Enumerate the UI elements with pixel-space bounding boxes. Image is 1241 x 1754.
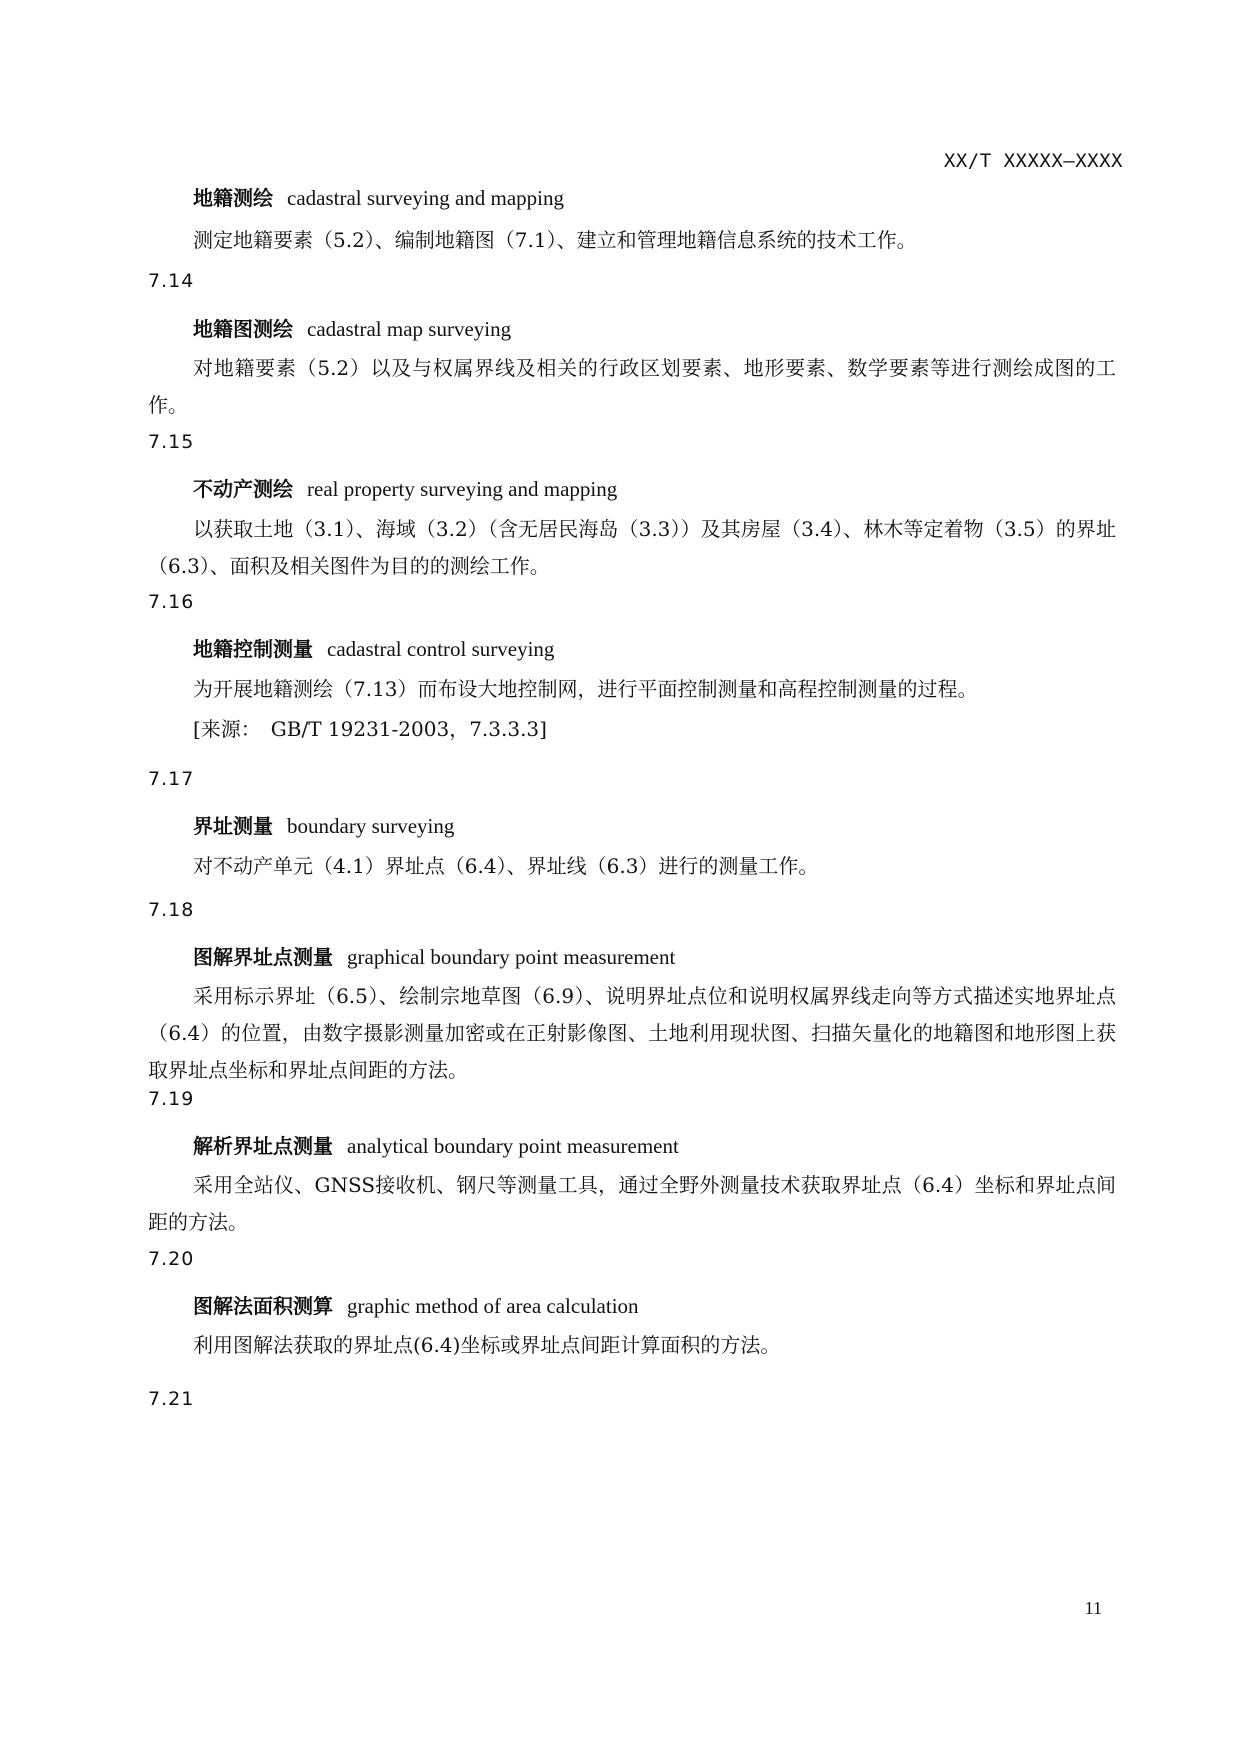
term-english: graphic method of area calculation — [347, 1294, 639, 1318]
term-definition: 测定地籍要素（5.2）、编制地籍图（7.1）、建立和管理地籍信息系统的技术工作。 — [193, 228, 917, 252]
term-definition: 采用标示界址（6.5）、绘制宗地草图（6.9）、说明界址点位和说明权属界线走向等方式描述实地界址点（6.4）的位置，由数字摄影测量加密或在正射影像图、土地利用现状图、扫描矢量化的地籍图和地形图上获取界址点坐标和界址点间距的方法。 — [148, 984, 1116, 1082]
source-citation: [来源： GB/T 19231-2003，7.3.3.3] — [193, 717, 547, 741]
term-heading — [193, 810, 454, 839]
term-chinese: 不动产测绘 — [193, 477, 293, 501]
term-definition: 对不动产单元（4.1）界址点（6.4）、界址线（6.3）进行的测量工作。 — [193, 854, 819, 878]
clause-number: 7.19 — [148, 1088, 195, 1110]
term-chinese: 图解界址点测量 — [193, 945, 333, 969]
term-definition: 对地籍要素（5.2）以及与权属界线及相关的行政区划要素、地形要素、数学要素等进行测绘成图的工作。 — [148, 356, 1116, 417]
term-chinese: 图解法面积测算 — [193, 1294, 333, 1318]
clause-number: 7.18 — [148, 899, 195, 921]
term-definition: 利用图解法获取的界址点(6.4)坐标或界址点间距计算面积的方法。 — [193, 1333, 781, 1357]
term-heading — [193, 313, 511, 342]
term-chinese: 解析界址点测量 — [193, 1134, 333, 1158]
term-english: cadastral control surveying — [327, 637, 555, 661]
term-chinese: 地籍测绘 — [193, 186, 273, 210]
term-english: cadastral surveying and mapping — [287, 186, 564, 210]
clause-number: 7.15 — [148, 431, 195, 453]
clause-number: 7.20 — [148, 1248, 195, 1270]
term-heading — [193, 473, 617, 502]
term-heading — [193, 1130, 679, 1159]
term-chinese: 界址测量 — [193, 814, 273, 838]
term-english: boundary surveying — [287, 814, 455, 838]
term-english: cadastral map surveying — [307, 317, 512, 341]
clause-number: 7.14 — [148, 270, 195, 292]
term-chinese: 地籍控制测量 — [193, 637, 313, 661]
term-heading — [193, 941, 675, 970]
term-chinese: 地籍图测绘 — [193, 317, 293, 341]
page-number: 11 — [1084, 1598, 1102, 1618]
term-definition: 为开展地籍测绘（7.13）而布设大地控制网，进行平面控制测量和高程控制测量的过程。 — [193, 677, 978, 701]
clause-number: 7.16 — [148, 591, 195, 613]
term-definition: 以获取土地（3.1）、海域（3.2）（含无居民海岛（3.3））及其房屋（3.4）、林木等定着物（3.5）的界址（6.3）、面积及相关图件为目的的测绘工作。 — [148, 517, 1116, 578]
term-heading — [193, 633, 554, 662]
term-english: real property surveying and mapping — [307, 477, 618, 501]
clause-number: 7.21 — [148, 1388, 195, 1410]
standard-code: XX/T XXXXX—XXXX — [943, 150, 1123, 172]
term-english: analytical boundary point measurement — [347, 1134, 679, 1158]
clause-number: 7.17 — [148, 768, 195, 790]
term-heading — [193, 182, 564, 211]
term-heading — [193, 1290, 639, 1319]
term-english: graphical boundary point measurement — [347, 945, 676, 969]
term-definition: 采用全站仪、GNSS接收机、钢尺等测量工具，通过全野外测量技术获取界址点（6.4）坐标和界址点间距的方法。 — [148, 1173, 1116, 1234]
